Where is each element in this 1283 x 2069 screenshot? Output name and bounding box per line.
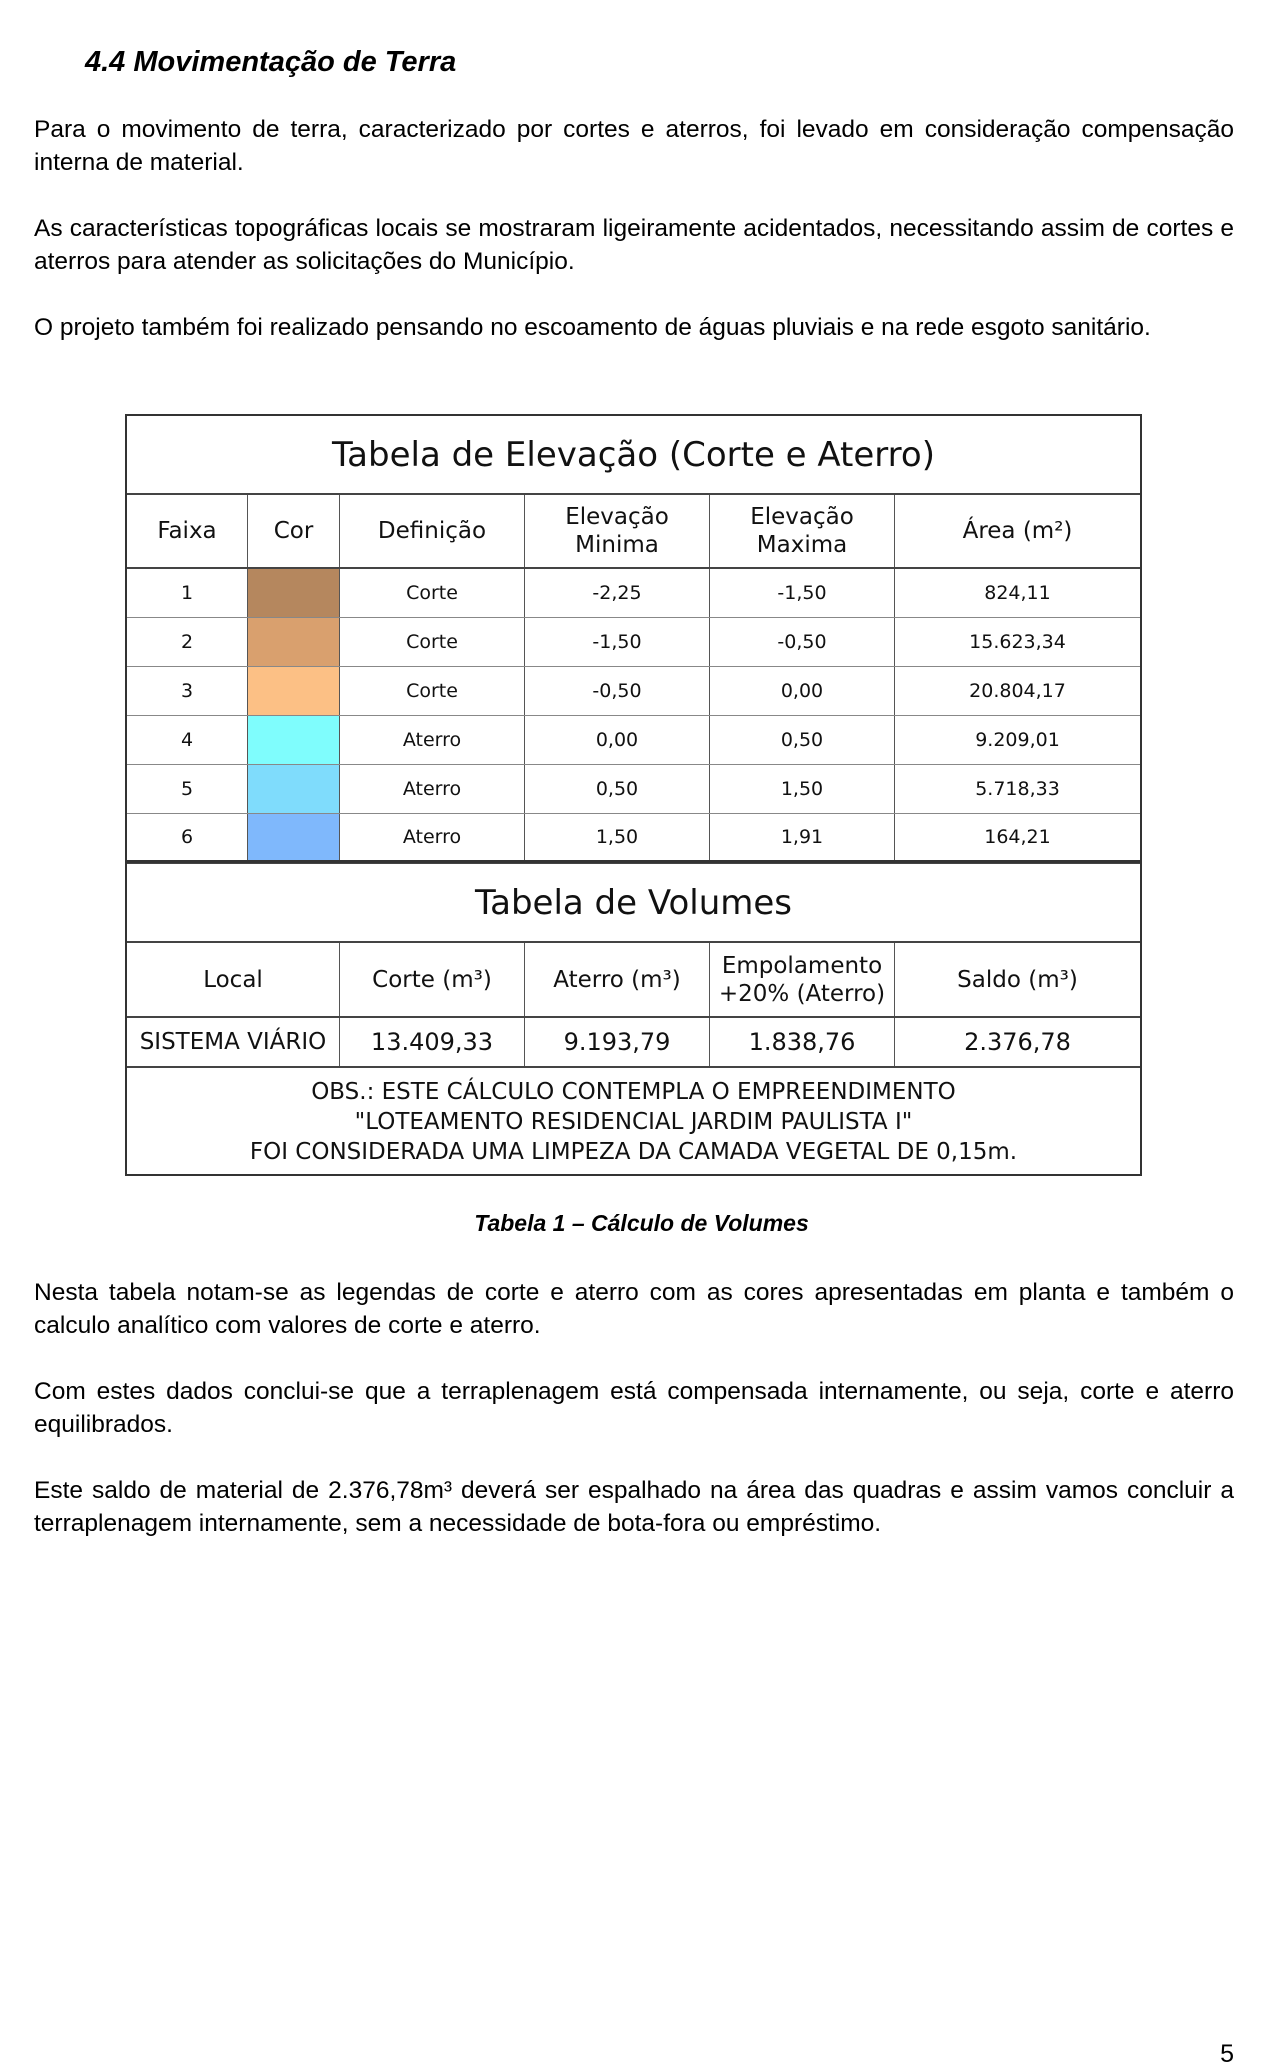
volume-corte: 13.409,33 <box>340 1018 525 1066</box>
paragraph-3: O projeto também foi realizado pensando no escoamento de águas pluviais e na rede esgoto sanitário. <box>34 314 1151 341</box>
header-empolamento-line1: Empolamento <box>721 952 883 979</box>
header-elevacao-minima <box>525 495 710 567</box>
elevation-cell-faixa: 6 <box>127 814 248 860</box>
volume-calculation-figure <box>125 414 1142 1176</box>
elevation-cell-max: 1,91 <box>710 814 895 860</box>
elevation-cell-area: 9.209,01 <box>975 729 1060 751</box>
header-elevacao-maxima-line1: Elevação <box>750 504 854 530</box>
volume-table-title: Tabela de Volumes <box>474 882 793 923</box>
volume-data-row <box>127 1018 1140 1068</box>
header-corte: Corte (m³) <box>340 943 525 1016</box>
header-cor: Cor <box>248 495 340 567</box>
observation-line-2: "LOTEAMENTO RESIDENCIAL JARDIM PAULISTA I" <box>354 1109 913 1135</box>
elevation-cell-definicao: Aterro <box>340 814 525 860</box>
paragraph-1: Para o movimento de terra, caracterizado por cortes e aterros, foi levado em consideração compensação interna de material. <box>34 116 1234 176</box>
elevation-row <box>127 716 1140 765</box>
elevation-cell-faixa: 5 <box>127 765 248 813</box>
page-number: 5 <box>1220 2040 1234 2068</box>
volume-saldo: 2.376,78 <box>964 1028 1071 1056</box>
elevation-cell-min: -0,50 <box>525 667 710 715</box>
header-definicao: Definição <box>340 495 525 567</box>
elevation-table-title: Tabela de Elevação (Corte e Aterro) <box>332 434 935 475</box>
header-aterro: Aterro (m³) <box>525 943 710 1016</box>
elevation-cell-min: 1,50 <box>525 814 710 860</box>
elevation-cell-area: 5.718,33 <box>975 778 1060 800</box>
color-swatch <box>248 618 340 666</box>
paragraph-4: Nesta tabela notam-se as legendas de corte e aterro com as cores apresentadas em planta e também o calculo analítico com valores de corte e aterro. <box>34 1279 1234 1339</box>
paragraph-6: Este saldo de material de 2.376,78m³ deverá ser espalhado na área das quadras e assim vamos concluir a terraplenagem internamente, sem a necessidade de bota-fora ou empréstimo. <box>34 1477 1234 1537</box>
elevation-cell-faixa: 1 <box>127 569 248 617</box>
elevation-cell-area: 164,21 <box>984 826 1051 848</box>
color-swatch <box>248 765 340 813</box>
volume-header-row <box>127 943 1140 1018</box>
volume-empolamento: 1.838,76 <box>710 1018 895 1066</box>
elevation-cell-max: 0,50 <box>710 716 895 764</box>
header-area: Área (m²) <box>962 518 1073 544</box>
header-elevacao-minima-line1: Elevação <box>565 504 669 530</box>
elevation-row <box>127 765 1140 814</box>
header-faixa: Faixa <box>127 495 248 567</box>
color-swatch <box>248 569 340 617</box>
volume-local: SISTEMA VIÁRIO <box>127 1018 340 1066</box>
elevation-row <box>127 569 1140 618</box>
elevation-cell-definicao: Corte <box>340 618 525 666</box>
observation-note <box>127 1068 1140 1176</box>
color-swatch <box>248 716 340 764</box>
observation-line-3: FOI CONSIDERADA UMA LIMPEZA DA CAMADA VEGETAL DE 0,15m. <box>249 1139 1018 1165</box>
elevation-table-title-row <box>127 416 1140 495</box>
elevation-cell-max: -0,50 <box>710 618 895 666</box>
section-heading: 4.4 Movimentação de Terra <box>85 46 457 78</box>
elevation-cell-min: 0,00 <box>525 716 710 764</box>
header-saldo: Saldo (m³) <box>957 966 1078 993</box>
elevation-row <box>127 618 1140 667</box>
observation-line-1: OBS.: ESTE CÁLCULO CONTEMPLA O EMPREENDIMENTO <box>311 1079 956 1105</box>
elevation-cell-faixa: 2 <box>127 618 248 666</box>
header-empolamento <box>710 943 895 1016</box>
color-swatch <box>248 667 340 715</box>
elevation-cell-area: 20.804,17 <box>969 680 1066 702</box>
paragraph-2: As características topográficas locais se mostraram ligeiramente acidentados, necessitando assim de cortes e aterros para atender as solicitações do Município. <box>34 215 1234 275</box>
elevation-cell-max: 1,50 <box>710 765 895 813</box>
elevation-cell-area: 15.623,34 <box>969 631 1066 653</box>
volume-aterro: 9.193,79 <box>525 1018 710 1066</box>
elevation-cell-area: 824,11 <box>984 582 1051 604</box>
elevation-cell-min: -2,25 <box>525 569 710 617</box>
elevation-row <box>127 667 1140 716</box>
elevation-cell-definicao: Aterro <box>340 716 525 764</box>
elevation-cell-faixa: 4 <box>127 716 248 764</box>
elevation-cell-definicao: Corte <box>340 667 525 715</box>
header-elevacao-maxima-line2: Maxima <box>756 532 848 558</box>
paragraph-5: Com estes dados conclui-se que a terraplenagem está compensada internamente, ou seja, corte e aterro equilibrados. <box>34 1378 1234 1438</box>
volume-table-title-row <box>127 863 1140 943</box>
header-elevacao-minima-line2: Minima <box>575 532 659 558</box>
header-local: Local <box>127 943 340 1016</box>
elevation-cell-min: 0,50 <box>525 765 710 813</box>
header-empolamento-line2: +20% (Aterro) <box>718 980 886 1007</box>
elevation-cell-max: 0,00 <box>710 667 895 715</box>
elevation-header-row <box>127 495 1140 569</box>
elevation-cell-max: -1,50 <box>710 569 895 617</box>
table-caption: Tabela 1 – Cálculo de Volumes <box>474 1210 809 1236</box>
header-elevacao-maxima <box>710 495 895 567</box>
elevation-cell-faixa: 3 <box>127 667 248 715</box>
elevation-row <box>127 814 1140 863</box>
color-swatch <box>248 814 340 860</box>
elevation-cell-definicao: Corte <box>340 569 525 617</box>
elevation-cell-definicao: Aterro <box>340 765 525 813</box>
elevation-cell-min: -1,50 <box>525 618 710 666</box>
